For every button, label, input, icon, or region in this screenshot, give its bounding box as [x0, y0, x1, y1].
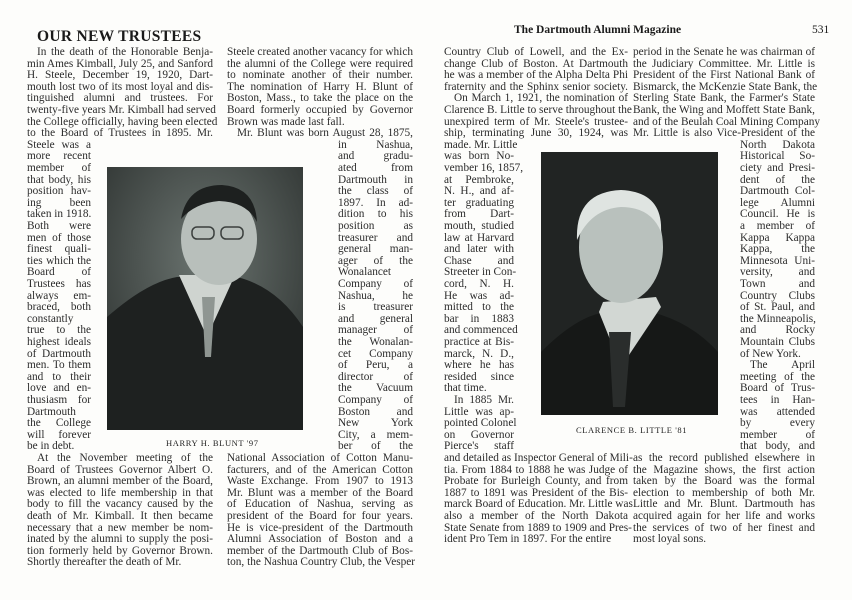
column-1-line: finest quali-: [27, 243, 91, 256]
column-2-line: National Association of Cotton Manu-: [227, 452, 413, 464]
column-1-line: At the November meeting of the: [37, 452, 213, 464]
column-4-line: Sterling State Bank, the Farmer's State: [633, 92, 815, 105]
column-4-line: period in the Senate he was chairman of: [633, 46, 815, 58]
column-1-line: body to fill the vacancy caused by the: [27, 498, 213, 511]
column-4-line: of New York.: [740, 347, 801, 360]
column-4-line: of St. Paul, and: [740, 301, 815, 314]
column-1-line: inated by the alumni to supply the posi-: [27, 533, 213, 546]
column-2-line: Alumni Association of Boston and a: [227, 533, 413, 546]
column-4-line: acquired again for her life and works: [633, 510, 815, 522]
column-4-line: and Rocky: [740, 324, 815, 337]
column-3-line: vember 16, 1857,: [444, 162, 524, 174]
column-2-line: Company of: [338, 394, 413, 406]
running-header: The Dartmouth Alumni Magazine: [514, 24, 682, 36]
column-4-line: as the record published elsewhere in: [633, 452, 815, 464]
column-1-line: thusiasm for: [27, 394, 91, 406]
column-2-line: Board formerly occupied by Governor: [227, 104, 413, 116]
column-1-line: will forever: [27, 428, 91, 441]
column-2-line: 1897. In ad-: [338, 196, 413, 209]
column-2-line: the alumni of the College were required: [227, 57, 413, 70]
column-3-line: Clarence B. Little to serve throughout the: [444, 104, 632, 116]
column-2-line: ton, the Nashua Country Club, the Vesper: [227, 556, 416, 569]
column-2-line: and gradu-: [338, 150, 413, 163]
column-4-line: a member of: [740, 220, 815, 232]
column-3-line: Pierce's staff: [444, 440, 514, 453]
column-4-line: that body, and: [740, 440, 815, 453]
column-3-line: and detailed as Inspector General of Mili-: [444, 452, 633, 464]
column-3-line: ship, terminating June 30, 1924, was: [444, 127, 628, 140]
column-3-line: fraternity and the Sphinx senior society.: [444, 80, 628, 93]
column-2-line: general man-: [338, 243, 413, 256]
column-2-line: Dartmouth in: [338, 173, 413, 186]
column-3-line: was born No-: [444, 150, 514, 163]
column-1-line: Dartmouth: [27, 405, 76, 418]
column-1-line: love and en-: [27, 382, 91, 395]
column-4-line: Dartmouth Col-: [740, 185, 815, 198]
column-3-line: marck Board of Education. Mr. Little was: [444, 498, 633, 511]
column-4-line: Town and: [740, 278, 815, 290]
column-3-line: mitted to the: [444, 301, 514, 314]
column-2-line: ated from: [338, 162, 413, 174]
column-4-line: Kappa, the: [740, 243, 815, 256]
column-4-line: versity, and: [740, 266, 815, 279]
column-1-line: H. Steele, December 19, 1920, Dart-: [27, 69, 213, 82]
column-3-line: on Governor: [444, 428, 514, 441]
column-3-line: ter graduating: [444, 196, 514, 209]
column-2-line: the Wonalan-: [338, 336, 413, 348]
column-1-line: of Dartmouth: [27, 347, 91, 360]
column-4-line: Mountain Clubs: [740, 336, 815, 348]
column-4-line: Kappa Kappa: [740, 231, 815, 244]
column-1-line: be in debt.: [27, 440, 75, 453]
column-1-line: men of those: [27, 231, 91, 244]
column-3-line: State Senate from 1889 to 1909 and Pres-: [444, 521, 632, 534]
column-4-line: Council. He is: [740, 208, 815, 221]
column-4-line: election to membership of both Mr.: [633, 486, 815, 499]
column-3-line: cord, N. H.: [444, 278, 514, 290]
column-2-line: Company of: [338, 278, 413, 290]
column-3-line: from Dart-: [444, 208, 514, 221]
column-3-line: N. H., and af-: [444, 185, 514, 198]
column-4-line: and of the Beulah Coal Mining Company: [633, 115, 820, 128]
column-3-line: tia. From 1884 to 1888 he was Judge of: [444, 463, 628, 476]
column-1-line: Trustees has: [27, 278, 91, 290]
column-4-line: meeting of the: [740, 370, 815, 383]
portrait-figure: [541, 152, 718, 415]
column-1-line: Board of Trustees Governor Albert O.: [27, 463, 213, 476]
column-4-line: North Dakota: [740, 138, 815, 151]
column-1-line: men. To them: [27, 359, 91, 372]
column-2-line: Mr. Blunt was a member of the Board: [227, 486, 413, 499]
column-2-line: Boston and: [338, 405, 413, 418]
column-2-line: Brown was made last fall.: [227, 115, 345, 128]
column-2-line: member of the Dartmouth Club of Bos-: [227, 544, 413, 557]
column-2-line: manager of: [338, 324, 413, 337]
column-1-line: tinguished alumni and trustees. For: [27, 92, 213, 105]
column-2-line: and general: [338, 312, 413, 325]
column-2-line: the class of: [338, 185, 413, 198]
column-1-line: position hav-: [27, 185, 91, 198]
column-3-line: he was a member of the Alpha Delta Phi: [444, 69, 628, 82]
column-2-line: The nomination of Harry H. Blunt of: [227, 80, 413, 93]
column-1-line: twenty-five years Mr. Kimball had served: [27, 104, 216, 116]
column-3-line: that time.: [444, 382, 487, 395]
column-3-line: 1887 to 1891 was President of the Bis-: [444, 486, 628, 499]
column-2-line: in Nashua,: [338, 138, 413, 151]
column-1-line: ties which the: [27, 254, 91, 267]
column-1-line: to the Board of Trustees in 1895. Mr.: [27, 127, 213, 140]
photo-caption-blunt: HARRY H. BLUNT '97: [166, 438, 259, 448]
column-1-line: was elected to life membership in that: [27, 486, 213, 499]
column-2-line: to nominate another of their number.: [227, 69, 413, 82]
column-1-line: mouth lost two of its most loyal and dis-: [27, 80, 213, 93]
column-4-line: Board of Trus-: [740, 382, 815, 395]
column-3-line: mouth, studied: [444, 220, 514, 232]
column-1-line: Board of: [27, 266, 91, 279]
column-2-line: treasurer and: [338, 231, 413, 244]
column-1-line: min Ames Kimball, July 25, and Sanford: [27, 57, 213, 70]
column-3-line: unexpired term of Mr. Steele's trustee-: [444, 115, 628, 128]
column-1-line: constantly: [27, 312, 74, 325]
column-1-line: always em-: [27, 289, 91, 302]
column-1-line: member of: [27, 162, 91, 174]
column-2-line: ber of the: [338, 440, 413, 453]
column-3-line: and later with: [444, 243, 514, 256]
column-4-line: the Magazine shows, the first action: [633, 463, 815, 476]
column-4-line: tees in Han-: [740, 394, 815, 406]
column-4-line: President of the First National Bank of: [633, 69, 815, 82]
column-2-line: dition to his: [338, 208, 413, 221]
column-4-line: Bismarck, the McKenzie State Bank, the: [633, 80, 818, 93]
column-1-line: ing been: [27, 196, 91, 209]
column-3-line: Probate for Burleigh County, and from: [444, 475, 628, 488]
column-2-line: Wonalancet: [338, 266, 392, 279]
column-2-line: Steele created another vacancy for which: [227, 46, 413, 58]
column-1-line: In the death of the Honorable Benja-: [37, 46, 213, 58]
column-3-line: practice at Bis-: [444, 336, 514, 348]
column-3-line: On March 1, 1921, the nomination of: [454, 92, 628, 105]
column-4-line: the Minneapolis,: [740, 312, 816, 325]
portrait-photo-blunt: [107, 167, 303, 430]
column-1-line: Brown, an alumni member of the Board,: [27, 475, 213, 488]
column-2-line: New York: [338, 417, 413, 430]
page-number: 531: [812, 24, 830, 36]
column-1-line: braced, both: [27, 301, 91, 314]
column-3-line: pointed Colonel: [444, 417, 517, 430]
column-4-line: dent of the: [740, 173, 815, 186]
column-4-line: Bank, the Wing and Moffett State Bank,: [633, 104, 815, 116]
column-4-line: Minnesota Uni-: [740, 254, 815, 267]
column-3-line: marck, N. D.,: [444, 347, 514, 360]
column-4-line: taken by the Board was the formal: [633, 475, 815, 488]
column-3-line: Streeter in Con-: [444, 266, 517, 279]
column-2-line: president of the Board for four years.: [227, 510, 413, 522]
column-2-line: Nashua, he: [338, 289, 413, 302]
column-1-line: taken in 1918.: [27, 208, 92, 221]
column-1-line: Shortly thereafter the death of Mr.: [27, 556, 182, 569]
column-1-line: the College officially, having been elected: [27, 115, 218, 128]
column-3-line: He was ad-: [444, 289, 514, 302]
column-3-line: Little was ap-: [444, 405, 514, 418]
column-1-line: Steele was a: [27, 138, 91, 151]
column-4-line: ciety and Presi-: [740, 162, 815, 174]
column-3-line: resided since: [444, 370, 514, 383]
portrait-photo-little: [541, 152, 718, 415]
column-2-line: Waste Exchange. From 1907 to 1913: [227, 475, 413, 488]
column-2-line: position as: [338, 220, 413, 232]
column-4-line: most loyal sons.: [633, 533, 707, 546]
column-1-line: highest ideals: [27, 336, 91, 348]
column-2-line: the Vacuum: [338, 382, 413, 395]
column-4-line: member of: [740, 428, 815, 441]
column-4-line: the Judiciary Committee. Mr. Little is: [633, 57, 815, 70]
column-3-line: Chase and: [444, 254, 514, 267]
column-4-line: Little and Mr. Blunt. Dartmouth has: [633, 498, 815, 511]
column-4-line: Historical So-: [740, 150, 815, 163]
column-2-line: He is vice-president of the Dartmouth: [227, 521, 413, 534]
column-2-line: City, a mem-: [338, 428, 413, 441]
column-3-line: made. Mr. Little: [444, 138, 518, 151]
column-2-line: director of: [338, 370, 413, 383]
column-3-line: ident Pro Tem in 1897. For the entire: [444, 533, 612, 546]
column-2-line: of Peru, a: [338, 359, 413, 372]
portrait-figure: [107, 167, 303, 430]
column-1-line: death of Mr. Kimball. It then became: [27, 510, 213, 522]
column-4-line: was attended: [740, 405, 815, 418]
photo-caption-little: CLARENCE B. LITTLE '81: [576, 425, 688, 435]
column-3-line: where he has: [444, 359, 514, 372]
column-1-line: more recent: [27, 150, 91, 163]
column-3-line: Country Club of Lowell, and the Ex-: [444, 46, 628, 58]
column-2-line: facturers, and of the American Cotton: [227, 463, 413, 476]
column-1-line: tion formerly held by Governor Brown.: [27, 544, 213, 557]
column-3-line: and commenced: [444, 324, 518, 337]
column-4-line: The April: [750, 359, 815, 372]
column-4-line: by every: [740, 417, 815, 430]
column-1-line: that body, his: [27, 173, 91, 186]
column-4-line: the services of two of her finest and: [633, 521, 815, 534]
column-2-line: Boston, Mass., to take the place on the: [227, 92, 413, 105]
column-1-line: the College: [27, 417, 91, 430]
article-title: OUR NEW TRUSTEES: [37, 28, 202, 45]
column-3-line: law at Harvard: [444, 231, 514, 244]
column-3-line: change Club of Boston. At Dartmouth: [444, 57, 628, 70]
column-3-line: bar in 1883: [444, 312, 514, 325]
column-2-line: Mr. Blunt was born August 28, 1875,: [237, 127, 413, 140]
column-2-line: of Education of Nashua, serving as: [227, 498, 413, 511]
column-2-line: cet Company: [338, 347, 413, 360]
column-2-line: ager of the: [338, 254, 413, 267]
column-1-line: necessary that a new member be nom-: [27, 521, 213, 534]
column-3-line: also a member of the North Dakota: [444, 510, 628, 522]
column-4-line: lege Alumni: [740, 196, 815, 209]
column-3-line: at Pembroke,: [444, 173, 514, 186]
column-4-line: Country Clubs: [740, 289, 815, 302]
column-1-line: Both were: [27, 220, 91, 232]
column-1-line: and to their: [27, 370, 91, 383]
column-2-line: is treasurer: [338, 301, 413, 314]
column-4-line: Mr. Little is also Vice-President of the: [633, 127, 815, 140]
column-3-line: In 1885 Mr.: [454, 394, 514, 406]
column-1-line: true to the: [27, 324, 91, 337]
